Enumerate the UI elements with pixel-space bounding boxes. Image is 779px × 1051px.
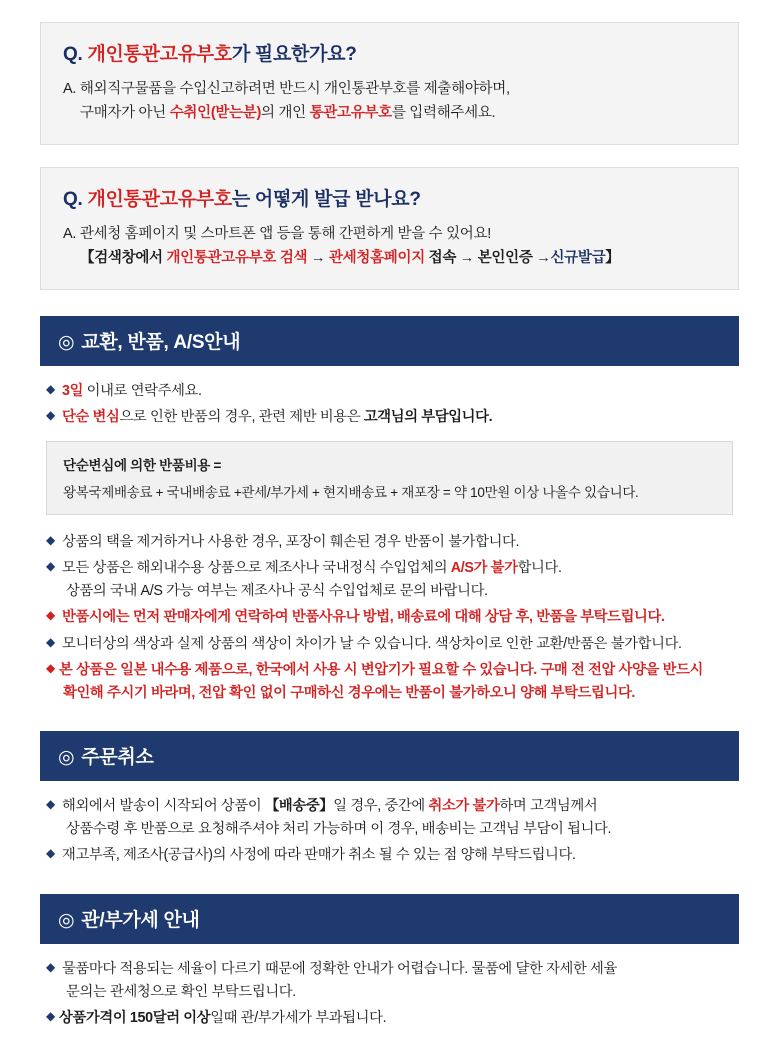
exchange-bottom-list [46, 531, 739, 705]
faq-answer-1 [63, 78, 718, 126]
cancel-item1-red: 취소가 불가 [428, 798, 500, 815]
exchange-item2-red: 단순 변심 [62, 408, 120, 425]
faq-a-line2-mid-2: 접속 → 본인인증 → [424, 249, 551, 266]
list-item [46, 380, 739, 403]
faq-a-line2-1 [63, 102, 718, 126]
diamond-icon: ◆ [46, 407, 55, 422]
diamond-icon: ◆ [46, 634, 55, 649]
exchange-b5: 본 상품은 일본 내수용 제품으로, 한국에서 사용 시 변압기가 필요할 수 있습니다. 구매 전 전압 사양을 반드시 [59, 661, 704, 678]
faq-a-line2-hl3-2: 신규발급 [550, 249, 606, 266]
exchange-b3: 반품시에는 먼저 판매자에게 연락하여 반품사유나 방법, 배송료에 대해 상담 후, 반품을 부탁드립니다. [62, 609, 665, 626]
faq-q-tail-2: 는 어떻게 발급 받나요? [231, 188, 421, 210]
list-item [46, 659, 739, 705]
faq-a-line2-arrow1-2: → [307, 249, 329, 266]
exchange-b2-red: A/S가 불가 [450, 560, 518, 577]
cancel-item1-post: 하며 고객님께서 [499, 798, 598, 815]
list-item [46, 606, 739, 629]
exchange-b4: 모니터상의 색상과 실제 상품의 색상이 차이가 날 수 있습니다. 색상차이로 인한 교환/반품은 불가합니다. [62, 635, 682, 652]
exchange-item1-red: 3일 [62, 382, 84, 399]
faq-a-line2-hl2-2: 관세청홈페이지 [328, 249, 425, 266]
exchange-b2-sub: 상품의 국내 A/S 가능 여부는 제조사나 공식 수입업체로 문의 바랍니다. [66, 583, 488, 600]
section-header-exchange [40, 316, 739, 366]
cancel-item1-bold: 【배송중】 [264, 798, 334, 815]
cancel-item1-pre: 해외에서 발송이 시작되어 상품이 [62, 798, 265, 815]
tax-list [46, 958, 739, 1030]
faq-answer-2 [63, 223, 718, 271]
ring-icon: ◎ [58, 331, 75, 353]
faq-q-tail-1: 가 필요한가요? [231, 44, 357, 65]
faq-item-1 [40, 22, 739, 145]
faq-a-line2-hl-2: 개인통관고유부호 검색 [166, 249, 308, 266]
faq-a-line2-hl-1: 수취인(받는분) [169, 104, 262, 121]
faq-q-highlight-1: 개인통관고유부호 [87, 44, 232, 65]
faq-question-1 [63, 39, 718, 66]
faq-a-line1-2: A. 관세청 홈페이지 및 스마트폰 앱 등을 통해 간편하게 받을 수 있어요! [63, 225, 491, 242]
refund-cost-box [46, 441, 733, 515]
cancel-item1-sub: 상품수령 후 반품으로 요청해주셔야 처리 가능하며 이 경우, 배송비는 고객님 부담이 됩니다. [66, 821, 612, 838]
section-header-tax [40, 894, 739, 944]
tax-item1-sub: 문의는 관세청으로 확인 부탁드립니다. [66, 983, 296, 1000]
exchange-top-list [46, 380, 739, 429]
list-item [46, 633, 739, 656]
section-title-tax: 관/부가세 안내 [81, 909, 200, 931]
diamond-icon: ◆ [46, 660, 55, 675]
list-item [46, 795, 739, 841]
diamond-icon: ◆ [46, 559, 55, 574]
section-header-cancel [40, 731, 739, 781]
exchange-item2-bold: 고객님의 부담입니다. [363, 408, 493, 425]
faq-a-line2-2 [63, 247, 718, 271]
faq-q-highlight-2: 개인통관고유부호 [87, 188, 232, 210]
faq-a-line2-tail-1: 를 입력해주세요. [391, 104, 496, 121]
diamond-icon: ◆ [46, 797, 55, 812]
faq-a-line2-hl2-1: 통관고유부호 [309, 104, 392, 121]
cancel-item1-mid: 일 경우, 중간에 [333, 798, 429, 815]
faq-a-line2-pre-2: 【검색창에서 [80, 249, 167, 266]
faq-a-line2-pre-1: 구매자가 아닌 [80, 104, 170, 121]
list-item [46, 406, 739, 429]
faq-a-line2-mid-1: 의 개인 [261, 104, 310, 121]
diamond-icon: ◆ [46, 533, 55, 547]
exchange-item2-mid: 으로 인한 반품의 경우, 관련 제반 비용은 [119, 408, 364, 425]
diamond-icon: ◆ [46, 846, 55, 861]
diamond-icon: ◆ [46, 608, 55, 623]
section-title-exchange: 교환, 반품, A/S안내 [81, 331, 241, 353]
tax-item1: 물품마다 적용되는 세율이 다르기 때문에 정확한 안내가 어렵습니다. 물품에 댤한 자세한 세율 [62, 960, 617, 977]
list-item [46, 844, 739, 867]
faq-q-prefix-2: Q. [63, 188, 83, 210]
tax-item2-bold: 상품가격이 150달러 이상 [59, 1009, 211, 1026]
tax-item2-post: 일때 관/부가세가 부과됩니다. [210, 1009, 387, 1026]
list-item [46, 557, 739, 603]
diamond-icon: ◆ [46, 959, 55, 974]
exchange-b1: 상품의 택을 제거하거나 사용한 경우, 포장이 훼손된 경우 반품이 불가합니다. [62, 534, 520, 550]
exchange-b2-post: 합니다. [517, 560, 562, 577]
exchange-b2-pre: 모든 상품은 해외내수용 상품으로 제조사나 국내정식 수입업체의 [62, 560, 451, 577]
faq-item-2 [40, 167, 739, 290]
faq-q-prefix-1: Q. [63, 44, 83, 65]
diamond-icon: ◆ [46, 1008, 55, 1023]
section-title-cancel: 주문취소 [81, 747, 154, 769]
refund-cost-title: 단순변심에 의한 반품비용 = [63, 458, 222, 473]
list-item [46, 531, 739, 554]
cancel-item2: 재고부족, 제조사(공급사)의 사정에 따라 판매가 취소 될 수 있는 점 양해 부탁드립니다. [62, 847, 576, 864]
diamond-icon: ◆ [46, 381, 55, 396]
exchange-b5-sub: 확인해 주시기 바라며, 전압 확인 없이 구매하신 경우에는 반품이 불가하오니 양해 부탁드립니다. [63, 684, 636, 701]
refund-cost-formula: 왕복국제배송료 + 국내배송료 +관세/부가세 + 현지배송료 + 재포장 = 약 10만원 이상 나올수 있습니다. [63, 485, 639, 500]
ring-icon: ◎ [58, 747, 75, 769]
faq-a-line1-1: A. 해외직구물품을 수입신고하려면 반드시 개인통관부호를 제출해야하며, [63, 81, 510, 97]
cancel-list [46, 795, 739, 867]
ring-icon: ◎ [58, 909, 75, 931]
exchange-item1-post: 이내로 연락주세요. [83, 382, 202, 399]
faq-a-line2-tail-2: 】 [605, 249, 620, 266]
faq-question-2 [63, 184, 718, 211]
list-item [46, 1007, 739, 1030]
